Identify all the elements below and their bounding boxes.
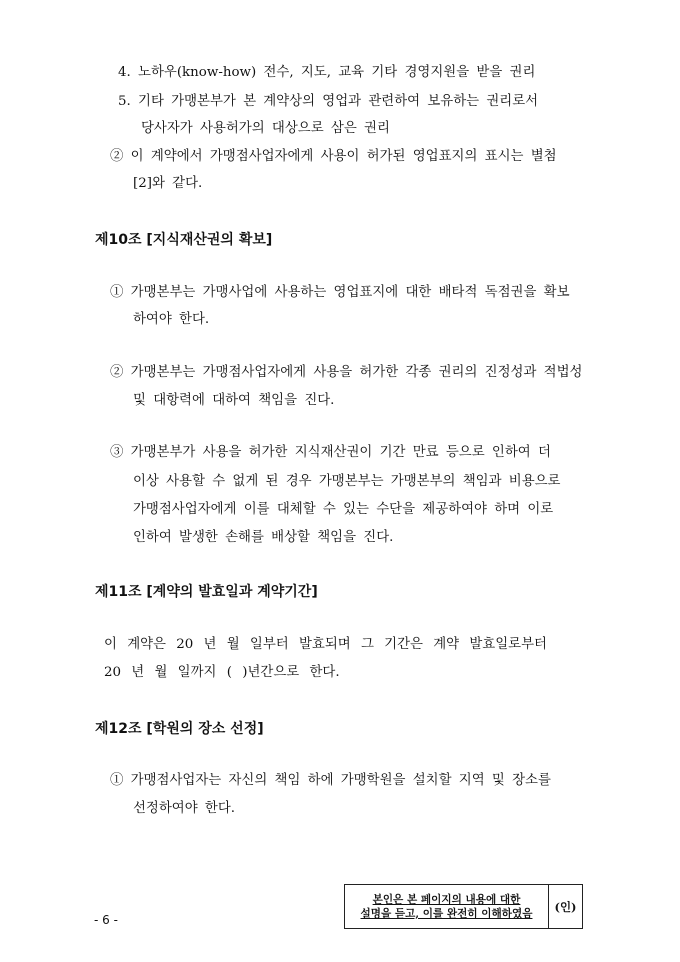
list-item-5-line2: 당사자가 사용허가의 대상으로 삼은 권리	[141, 121, 390, 136]
paragraph-2-line1: ② 이 계약에서 가맹점사업자에게 사용이 허가된 영업표지의 표시는 별첨	[110, 149, 557, 164]
confirmation-text	[345, 885, 549, 928]
article-12-p1-line1: ① 가맹점사업자는 자신의 책임 하에 가맹학원을 설치할 지역 및 장소를	[110, 773, 551, 788]
article-10-p2-line1: ② 가맹본부는 가맹점사업자에게 사용을 허가한 각종 권리의 진정성과 적법성	[110, 365, 583, 380]
article-10-p3-line3: 가맹점사업자에게 이를 대체할 수 있는 수단을 제공하여야 하며 이로	[133, 502, 554, 517]
article-10-p3-line4: 인하여 발생한 손해를 배상할 책임을 진다.	[133, 530, 394, 545]
seal-mark: (인)	[554, 899, 577, 914]
paragraph-2-line2: [2]와 같다.	[133, 176, 203, 191]
page-number: - 6 -	[94, 913, 118, 927]
list-item-5-line1: 5. 기타 가맹본부가 본 계약상의 영업과 관련하여 보유하는 권리로서	[118, 94, 539, 109]
article-10-p1-line2: 하여야 한다.	[133, 312, 210, 327]
list-item-4: 4. 노하우(know-how) 전수, 지도, 교육 기타 경영지원을 받을 권리	[118, 65, 536, 80]
article-10-p1-line1: ① 가맹본부는 가맹사업에 사용하는 영업표지에 대한 배타적 독점권을 확보	[110, 285, 570, 300]
article-11-heading: 제11조 [계약의 발효일과 계약기간]	[95, 584, 318, 600]
article-11-line2: 20 년 월 일까지 ( )년간으로 한다.	[104, 665, 340, 680]
article-10-p3-line1: ③ 가맹본부가 사용을 허가한 지식재산권이 기간 만료 등으로 인하여 더	[110, 445, 551, 460]
confirmation-box	[344, 884, 583, 929]
article-12-heading: 제12조 [학원의 장소 선정]	[95, 721, 264, 737]
confirmation-line2: 설명을 듣고, 이를 완전히 이해하였음	[360, 907, 533, 920]
article-10-heading: 제10조 [지식재산권의 확보]	[95, 232, 273, 248]
article-10-p2-line2: 및 대항력에 대하여 책임을 진다.	[133, 393, 335, 408]
article-12-p1-line2: 선정하여야 한다.	[133, 801, 236, 816]
article-10-p3-line2: 이상 사용할 수 없게 된 경우 가맹본부는 가맹본부의 책임과 비용으로	[133, 474, 561, 489]
confirmation-line1: 본인은 본 페이지의 내용에 대한	[372, 893, 521, 906]
article-11-line1: 이 계약은 20 년 월 일부터 발효되며 그 기간은 계약 발효일로부터	[104, 637, 547, 652]
